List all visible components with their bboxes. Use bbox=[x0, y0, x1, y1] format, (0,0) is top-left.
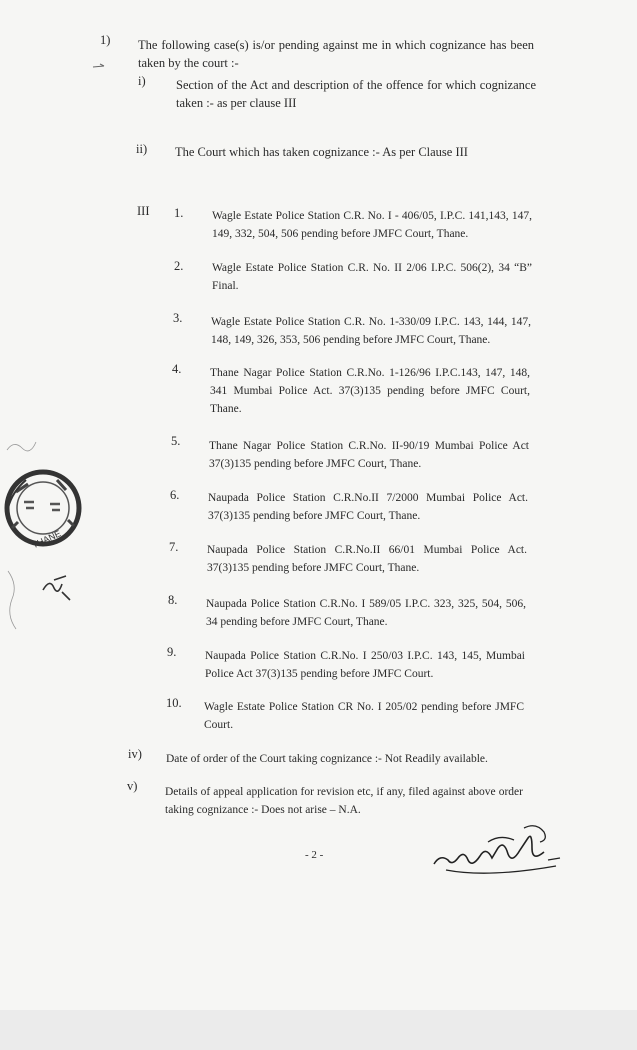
case-8-number: 8. bbox=[168, 593, 178, 607]
case-10-number: 10. bbox=[166, 696, 182, 710]
case-1-number: 1. bbox=[174, 206, 184, 220]
item-ii-label: ii) bbox=[136, 142, 148, 156]
heading-text: The following case(s) is/or pending against me in which cognizance has been taken by the court :- bbox=[138, 38, 534, 70]
item-i-label: i) bbox=[138, 74, 146, 88]
case-1-text: Wagle Estate Police Station C.R. No. I - 406/05, I.P.C. 141,143, 147, 149, 332, 504, 506 pending before JMFC Court, Thane. bbox=[212, 210, 532, 240]
item-iv-label: iv) bbox=[128, 747, 142, 761]
signature-icon bbox=[428, 818, 568, 888]
case-4-number: 4. bbox=[172, 362, 182, 376]
scribble-mark-icon bbox=[2, 430, 42, 460]
case-2-text: Wagle Estate Police Station C.R. No. II 2/06 I.P.C. 506(2), 34 “B” Final. bbox=[212, 262, 532, 292]
case-5-text: Thane Nagar Police Station C.R.No. II-90/19 Mumbai Police Act 37(3)135 pending before JMFC Court, Thane. bbox=[209, 440, 529, 470]
item-iv-text: Date of order of the Court taking cognizance :- Not Readily available. bbox=[166, 753, 488, 765]
case-7-number: 7. bbox=[169, 540, 179, 554]
page-number: - 2 - bbox=[305, 849, 324, 861]
seal-stamp-icon bbox=[2, 462, 84, 556]
case-10-text: Wagle Estate Police Station CR No. I 205/02 pending before JMFC Court. bbox=[204, 701, 524, 731]
case-2-number: 2. bbox=[174, 259, 184, 273]
case-4-text: Thane Nagar Police Station C.R.No. 1-126/96 I.P.C.143, 147, 148, 341 Mumbai Police Act. 37(3)135 pending before JMFC Court, Thane. bbox=[210, 367, 530, 415]
case-5-number: 5. bbox=[171, 434, 181, 448]
heading-number: 1) bbox=[100, 33, 111, 47]
scribble-mark-icon bbox=[2, 565, 32, 635]
case-9-text: Naupada Police Station C.R.No. I 250/03 I.P.C. 143, 145, Mumbai Police Act 37(3)135 pending before JMFC Court. bbox=[205, 650, 525, 680]
item-ii-text: The Court which has taken cognizance :- As per Clause III bbox=[175, 145, 468, 159]
scan-bottom-band bbox=[0, 1010, 637, 1050]
case-9-number: 9. bbox=[167, 645, 177, 659]
case-6-text: Naupada Police Station C.R.No.II 7/2000 Mumbai Police Act. 37(3)135 pending before JMFC Court, Thane. bbox=[208, 492, 528, 522]
stamp-text: THANE bbox=[30, 528, 63, 551]
case-7-text: Naupada Police Station C.R.No.II 66/01 Mumbai Police Act. 37(3)135 pending before JMFC Court, Thane. bbox=[207, 544, 527, 574]
case-6-number: 6. bbox=[170, 488, 180, 502]
initials-mark-icon bbox=[40, 570, 74, 604]
item-v-label: v) bbox=[127, 779, 138, 793]
case-3-number: 3. bbox=[173, 311, 183, 325]
item-v-text: Details of appeal application for revision etc, if any, filed against above order taking cognizance :- Does not arise – N.A. bbox=[165, 786, 523, 816]
margin-mark-icon bbox=[92, 62, 106, 70]
case-8-text: Naupada Police Station C.R.No. I 589/05 I.P.C. 323, 325, 504, 506, 34 pending before JMFC Court, Thane. bbox=[206, 598, 526, 628]
case-3-text: Wagle Estate Police Station C.R. No. 1-330/09 I.P.C. 143, 144, 147, 148, 149, 326, 353, 506 pending before JMFC Court, Thane. bbox=[211, 316, 531, 346]
clause-iii-label: III bbox=[137, 204, 150, 218]
item-i-text: Section of the Act and description of the offence for which cognizance taken :- as per clause III bbox=[176, 78, 536, 110]
